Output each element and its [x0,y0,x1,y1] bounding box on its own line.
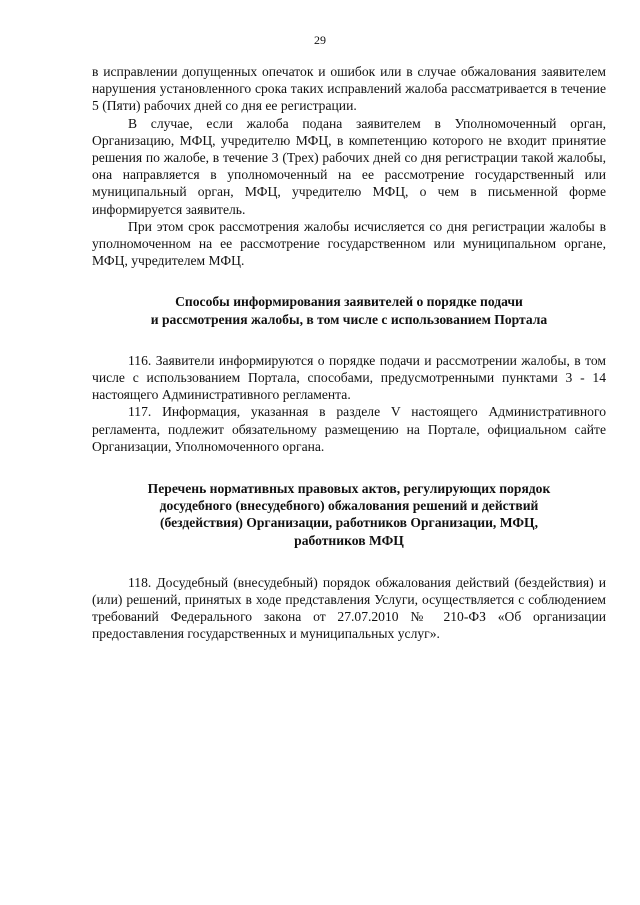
heading-line: Способы информирования заявителей о порядке подачи [175,294,523,310]
paragraph-117: 117. Информация, указанная в разделе V настоящего Административного регламента, подлежит обязательному размещению на Портале, официальном сайте Организации, Уполномоченного органа. [92,404,606,454]
heading-line: досудебного (внесудебного) обжалования решений и действий [159,498,539,514]
paragraph-118: 118. Досудебный (внесудебный) порядок обжалования действий (бездействия) и (или) решений, принятых в ходе представления Услуги, осуществляется с соблюдением требований Федерального закона от 27.07.2010 № 210-ФЗ «Об организации предоставления государственных и муниципальных услуг». [92,574,606,642]
paragraph-review-period: При этом срок рассмотрения жалобы исчисляется со дня регистрации жалобы в уполномоченном на ее рассмотрение государственном или муниципальном органе, МФЦ, учредителем МФЦ. [92,218,606,269]
paragraph-redirect-complaint: В случае, если жалоба подана заявителем в Уполномоченный орган, Организацию, МФЦ, учредителю МФЦ, в компетенцию которого не входит принятие решения по жалобе, в течение 3 (Трех) рабочих дней со дня регистрации такой жалобы, она направляется в уполномоченный на ее рассмотрение государственный или муниципальный орган, МФЦ, учредителю МФЦ, о чем в письменной форме информируется заявитель. [92,115,606,217]
heading-legal-acts [92,480,606,549]
paragraph-116: 116. Заявители информируются о порядке подачи и рассмотрении жалобы, в том числе с использованием Портала, способами, предусмотренными пунктами 3 - 14 настоящего Административного регламента. [92,352,606,403]
heading-line: и рассмотрения жалобы, в том числе с использованием Портала [150,311,548,327]
paragraph-continuation: в исправлении допущенных опечаток и ошибок или в случае обжалования заявителем нарушения установленного срока таких исправлений жалоба рассматривается в течение 5 (Пяти) рабочих дней со дня ее регистрации. [92,64,606,114]
heading-informing-methods [92,293,606,327]
document-body [92,63,606,643]
heading-line: Перечень нормативных правовых актов, регулирующих порядок [147,481,551,497]
page-number: 29 [314,33,326,47]
heading-line: (бездействия) Организации, работников Организации, МФЦ, [159,515,539,531]
heading-line: работников МФЦ [294,532,404,548]
